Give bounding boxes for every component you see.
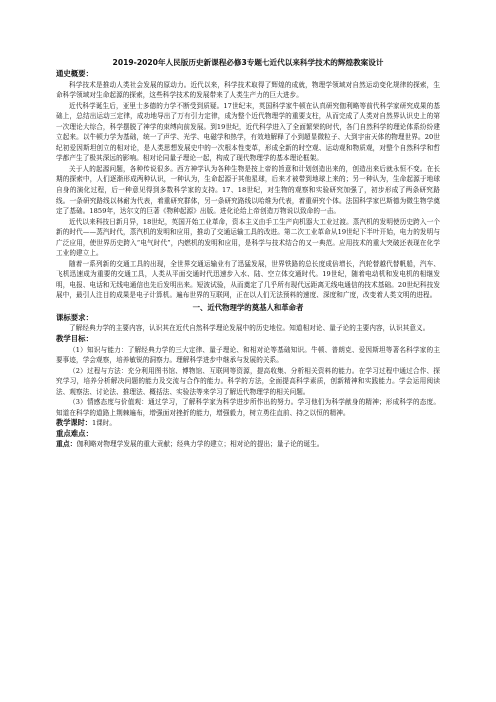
overview-paragraph: 近代科学诞生后，亚里士多德的力学不断受到质疑。17世纪末，英国科学家牛顿在认真研究伽利略等前代科学家研究成果的基础上，总结出运动三定律，成功地导出了万有引力定律，成为整个近代物理学的重要支柱，从而完成了人类对自然界认识史上的第一次理论大综合，科学摆脱了神学的束缚向前发展。到19世纪，近代科学进入了全面繁荣的时代，各门自然科学的理论体系纷纷建立起来。以牛顿力学为基础，统一了声学、光学、电磁学和热学，有效地解释了小到超显微粒子、大到宇宙天体的物理世界。20世纪初爱因斯坦创立的相对论，是人类思想发展史中的一次根本性变革，形成全新的时空观、运动观和物质观，对整个自然科学和哲学都产生了极其深远的影响。相对论同量子理论一起，构成了现代物理学的基本理论框架。 — [56, 101, 440, 163]
key-point-label: 重点： — [56, 440, 77, 449]
section-title: 一、近代物理学的奠基人和革命者 — [192, 302, 304, 312]
hours-label: 教学课时： — [56, 418, 92, 428]
standard-text: 了解经典力学的主要内容，认识其在近代自然科学理论发展中的历史地位。知道相对论、量子论的主要内容，认识其意义。 — [69, 324, 430, 333]
overview-paragraph: 关于人的起源问题，各种传说很多。西方神学认为各种生物是按上帝的旨意和计划创造出来的，创造出来后就永恒不变。在长期的探索中，人们逐渐形成两种认识，一种认为，生命起源于其他星球，后来才被带到地球上来的；另一种认为，生命起源于地球自身的演化过程，后一种意见得到多数科学家的支持。17、18世纪，对生物的观察和实验研究加强了，初步形成了两条研究路线。一条研究路线以林耐为代表，着重研究群体，另一条研究路线以哈维为代表，着重研究个体。法国科学家巴斯德为微生物学奠定了基础。1859年，达尔文的巨著《物种起源》出版。进化论给上帝创造万物说以致命的一击。 — [56, 164, 440, 216]
goal-item: （1）知识与能力：了解经典力学的三大定律、量子理论、和相对论等基础知识。牛顿、普朗克、爱因斯坦等著名科学家的主要事迹，学会观察，培养敏锐的洞察力。理解科学进步中继承与发展的关系。 — [56, 345, 440, 365]
hours-line — [56, 418, 440, 429]
overview-paragraph: 科学技术是推动人类社会发展的原动力。近代以来，科学技术取得了辉煌的成就，物理学领域对自然运动变化规律的探索，生命科学领域对生命起源的探索，这些科学技术的发展带来了人类生产力的巨大进步。 — [56, 80, 440, 100]
hours-value: 1课时。 — [91, 419, 116, 428]
overview-paragraph: 近代以来科技日新月异，18世纪，英国开始工业革命，资本主义由手工生产向机器大工业过渡。蒸汽机的发明使历史跨入一个新的时代——蒸汽时代，蒸汽机的发明和应用，推动了交通运输工具的改进。第二次工业革命从19世纪下半叶开始，电力的发明与广泛应用，使世界历史跨入“电气时代”，内燃机的发明和应用，是科学与技术结合的又一典范。应用技术的重大突破还表现在化学工业的建立上。 — [56, 217, 440, 258]
key-point-line — [56, 439, 440, 450]
goals-label: 教学目标： — [56, 334, 93, 344]
goal-item: （3）情感态度与价值观：通过学习，了解科学家为科学进步所作出的努力。学习他们为科学献身的精神；形成科学的态度。知道在科学的道路上荆棘遍布，增强面对挫折的能力，增强毅力，树立勇往直前、持之以恒的精神。 — [56, 398, 440, 417]
overview-label: 通史概要： — [56, 69, 93, 78]
overview-paragraph: 随着一系列新的交通工具的出现，全世界交通运输业有了迅猛发展，世界铁路的总长度成倍增长，汽轮替越代替帆船，汽车、飞机迅速成为重要的交通工具，人类从平面交通时代迅速步入水、陆、空立体交通时代。19世纪，随着电动机和发电机的相继发明，电报、电话和无线电通信也先后发明出来。短波试验，从而奠定了几乎所有现代远距离无线电通信的技术基础。20世纪科技发展中，最引人注目的成果是电子计算机。遍布世界的互联网，正在以人们无法预料的速度、深度和广度，改变着人类文明的进程。 — [56, 259, 440, 300]
document-title: 2019-2020年人民版历史新课程必修3专题七近代以来科学技术的辉煌教案设计 — [112, 58, 384, 67]
goal-item: （2）过程与方法：充分利用图书馆、博物馆、互联网等资源，提高收集、分析相关资料的能力。在学习过程中通过合作、探究学习，培养分析解决问题的能力及交流与合作的能力。科学的方法，全面提高科学素质，创新精神和实践能力。学会运用阅读法、观察法、讨论法、推理法、概括法、实验法等来学习了解近代物理学的相关问题。 — [56, 366, 440, 396]
key-points-label: 重点难点： — [56, 428, 93, 438]
standard-label: 课标要求： — [56, 312, 93, 322]
key-point-text: 伽利略对物理学发展的重大贡献；经典力学的建立；相对论的提出；量子论的诞生。 — [76, 440, 324, 449]
